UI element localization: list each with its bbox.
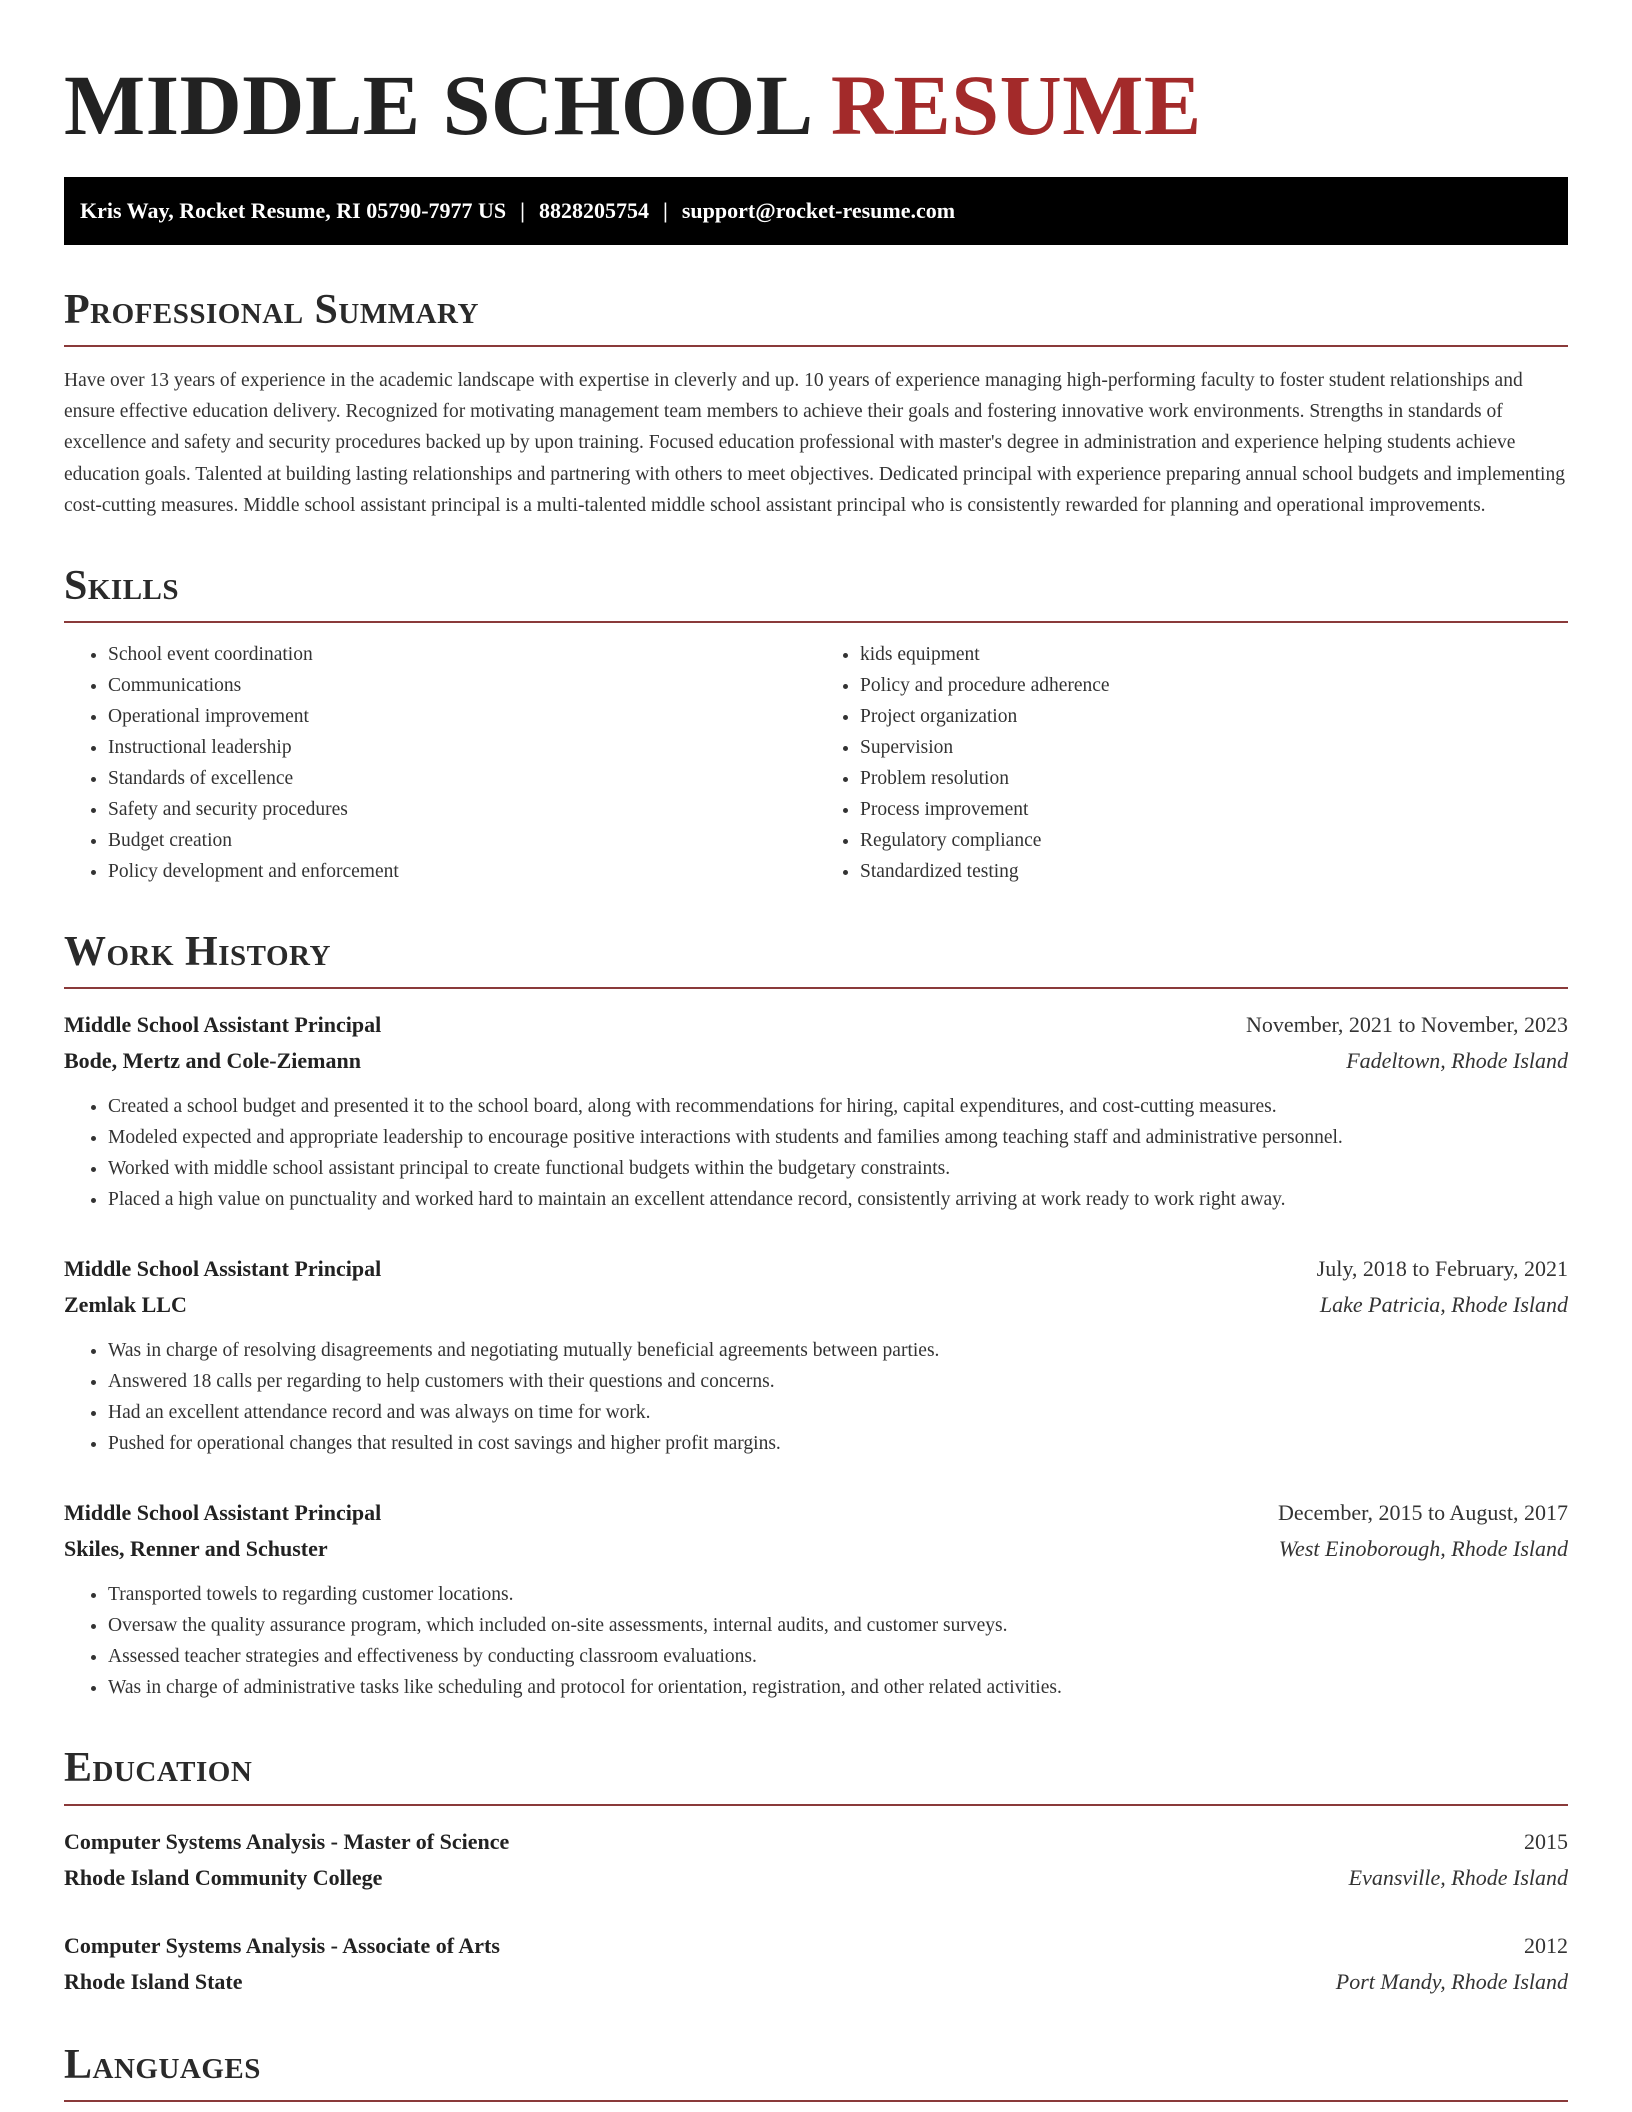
job-bullet: • Worked with middle school assistant principal to create functional budgets within the budgetary constraints. bbox=[108, 1153, 1568, 1184]
job-title: Middle School Assistant Principal bbox=[64, 1256, 382, 1282]
job-company-row bbox=[64, 1043, 1568, 1079]
resume-title bbox=[64, 0, 1568, 155]
job-bullet: • Was in charge of resolving disagreements and negotiating mutually beneficial agreements between parties. bbox=[108, 1335, 1568, 1366]
skills-right-list bbox=[816, 639, 1568, 887]
education-entry bbox=[64, 1824, 1568, 1896]
job-title-row bbox=[64, 1495, 1568, 1531]
job-bullet: • Oversaw the quality assurance program, which included on-site assessments, internal audits, and customer surveys. bbox=[108, 1610, 1568, 1641]
skill-item: • Communications bbox=[108, 670, 816, 701]
education-heading: Education bbox=[64, 1745, 1568, 1805]
skill-item: • Safety and security procedures bbox=[108, 794, 816, 825]
skill-item: • Policy and procedure adherence bbox=[860, 670, 1568, 701]
job-title-row bbox=[64, 1251, 1568, 1287]
job-bullet: • Transported towels to regarding customer locations. bbox=[108, 1579, 1568, 1610]
job-title: Middle School Assistant Principal bbox=[64, 1012, 382, 1038]
summary-section bbox=[64, 287, 1568, 521]
education-degree: Computer Systems Analysis - Associate of Arts bbox=[64, 1932, 500, 1958]
languages-section bbox=[64, 2042, 1568, 2102]
job-dates: December, 2015 to August, 2017 bbox=[1278, 1500, 1568, 1526]
education-section bbox=[64, 1745, 1568, 1999]
job-title-row bbox=[64, 1007, 1568, 1043]
skills-heading: Skills bbox=[64, 563, 1568, 623]
job-company-row bbox=[64, 1531, 1568, 1567]
job-company: Zemlak LLC bbox=[64, 1292, 187, 1318]
education-school: Rhode Island State bbox=[64, 1968, 243, 1994]
work-history-heading: Work History bbox=[64, 929, 1568, 989]
job-entry bbox=[64, 1251, 1568, 1459]
job-company: Bode, Mertz and Cole-Ziemann bbox=[64, 1048, 361, 1074]
education-school-row bbox=[64, 1964, 1568, 2000]
education-degree: Computer Systems Analysis - Master of Science bbox=[64, 1828, 510, 1854]
job-location: Lake Patricia, Rhode Island bbox=[1319, 1292, 1568, 1318]
contact-separator: | bbox=[520, 197, 526, 223]
job-bullets bbox=[64, 1335, 1568, 1459]
job-bullet: • Answered 18 calls per regarding to help customers with their questions and concerns. bbox=[108, 1366, 1568, 1397]
job-dates: November, 2021 to November, 2023 bbox=[1245, 1012, 1568, 1038]
job-bullet: • Modeled expected and appropriate leadership to encourage positive interactions with students and families among teaching staff and administrative personnel. bbox=[108, 1122, 1568, 1153]
work-history-section bbox=[64, 929, 1568, 1703]
contact-address: Kris Way, Rocket Resume, RI 05790-7977 US bbox=[80, 197, 507, 223]
skill-item: • Problem resolution bbox=[860, 763, 1568, 794]
education-year: 2012 bbox=[1524, 1932, 1568, 1958]
contact-phone: 8828205754 bbox=[539, 197, 650, 223]
job-bullet: • Assessed teacher strategies and effectiveness by conducting classroom evaluations. bbox=[108, 1641, 1568, 1672]
title-part-1: MIDDLE SCHOOL bbox=[64, 57, 809, 153]
skill-item: • kids equipment bbox=[860, 639, 1568, 670]
skill-item: • Budget creation bbox=[108, 825, 816, 856]
education-location: Evansville, Rhode Island bbox=[1348, 1864, 1568, 1890]
skill-item: • Standardized testing bbox=[860, 856, 1568, 887]
job-dates: July, 2018 to February, 2021 bbox=[1316, 1256, 1568, 1282]
job-location: Fadeltown, Rhode Island bbox=[1346, 1048, 1568, 1074]
education-school-row bbox=[64, 1860, 1568, 1896]
skill-item: • Policy development and enforcement bbox=[108, 856, 816, 887]
languages-heading: Languages bbox=[64, 2042, 1568, 2102]
skill-item: • Operational improvement bbox=[108, 701, 816, 732]
job-bullet: • Had an excellent attendance record and was always on time for work. bbox=[108, 1397, 1568, 1428]
education-degree-row bbox=[64, 1824, 1568, 1860]
summary-text: Have over 13 years of experience in the academic landscape with expertise in cleverly and up. 10 years of experience managing high-performing faculty to foster student relationships and ensure effective education delivery. Recognized for motivating management team members to achieve their goals and fostering innovative work environments. Strengths in standards of excellence and safety and security procedures backed up by upon training. Focused education professional with master's degree in administration and experience helping students achieve education goals. Talented at building lasting relationships and partnering with others to meet objectives. Dedicated principal with experience preparing annual school budgets and implementing cost-cutting measures. Middle school assistant principal is a multi-talented middle school assistant principal who is consistently rewarded for planning and operational improvements. bbox=[64, 370, 1565, 516]
education-location: Port Mandy, Rhode Island bbox=[1335, 1968, 1568, 1994]
summary-heading: Professional Summary bbox=[64, 287, 1568, 347]
job-bullet: • Was in charge of administrative tasks like scheduling and protocol for orientation, registration, and other related activities. bbox=[108, 1672, 1568, 1703]
job-company: Skiles, Renner and Schuster bbox=[64, 1536, 328, 1562]
skills-columns bbox=[64, 639, 1568, 887]
education-year: 2015 bbox=[1524, 1828, 1568, 1854]
education-school: Rhode Island Community College bbox=[64, 1864, 383, 1890]
job-entry bbox=[64, 1007, 1568, 1215]
skill-item: • Supervision bbox=[860, 732, 1568, 763]
skills-section bbox=[64, 563, 1568, 887]
skill-item: • Regulatory compliance bbox=[860, 825, 1568, 856]
contact-email: support@rocket-resume.com bbox=[681, 197, 956, 223]
skill-item: • Instructional leadership bbox=[108, 732, 816, 763]
job-bullet: • Created a school budget and presented it to the school board, along with recommendations for hiring, capital expenditures, and cost-cutting measures. bbox=[108, 1091, 1568, 1122]
contact-bar bbox=[64, 177, 1568, 245]
skills-left-list bbox=[64, 639, 816, 887]
contact-separator: | bbox=[663, 197, 668, 223]
skill-item: • Process improvement bbox=[860, 794, 1568, 825]
skill-item: • Standards of excellence bbox=[108, 763, 816, 794]
job-bullet: • Pushed for operational changes that resulted in cost savings and higher profit margins. bbox=[108, 1428, 1568, 1459]
job-bullets bbox=[64, 1091, 1568, 1215]
job-bullets bbox=[64, 1579, 1568, 1703]
education-degree-row bbox=[64, 1928, 1568, 1964]
job-entry bbox=[64, 1495, 1568, 1703]
education-entry bbox=[64, 1928, 1568, 2000]
job-location: West Einoborough, Rhode Island bbox=[1278, 1536, 1568, 1562]
job-bullet: • Placed a high value on punctuality and worked hard to maintain an excellent attendance record, consistently arriving at work ready to work right away. bbox=[108, 1184, 1568, 1215]
job-company-row bbox=[64, 1287, 1568, 1323]
job-title: Middle School Assistant Principal bbox=[64, 1500, 382, 1526]
title-part-2: RESUME bbox=[830, 57, 1202, 153]
skill-item: • School event coordination bbox=[108, 639, 816, 670]
skill-item: • Project organization bbox=[860, 701, 1568, 732]
